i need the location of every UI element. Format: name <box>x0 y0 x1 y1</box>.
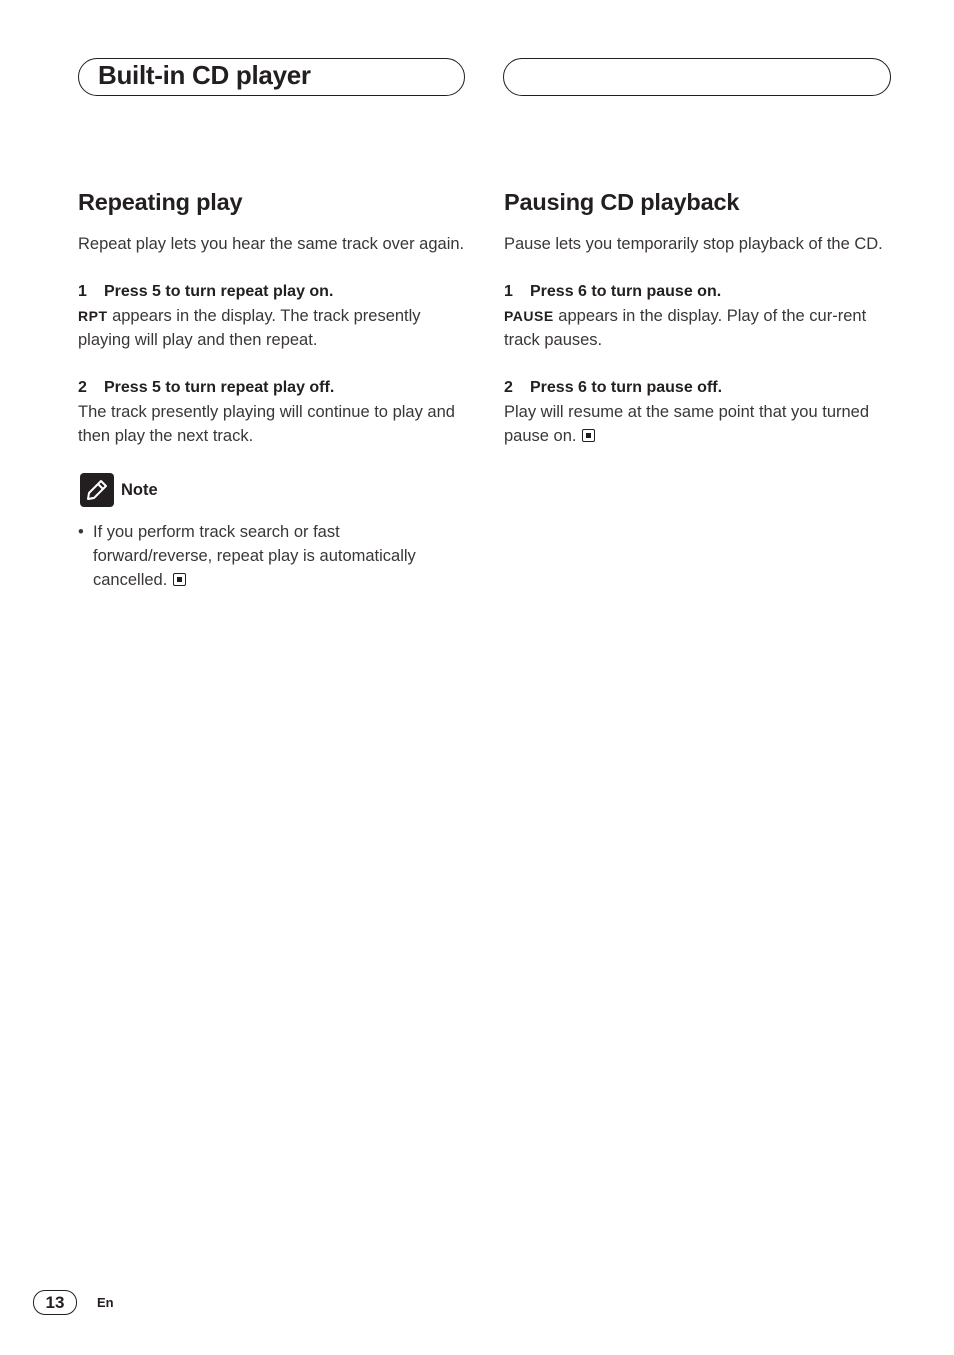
step-body-text: The track presently playing will continue to play and then play the next track. <box>78 403 455 445</box>
step-title: Press 6 to turn pause on. <box>530 283 722 300</box>
section-end-square-icon <box>582 429 595 442</box>
note-block <box>78 472 470 592</box>
section-end-square-icon <box>173 573 186 586</box>
section-header-box <box>78 58 465 96</box>
step-1 <box>78 280 470 352</box>
step-body-text: Play will resume at the same point that you turned pause on. <box>504 403 870 445</box>
list-item <box>78 520 470 592</box>
display-indicator: RPT <box>78 308 108 324</box>
step-2 <box>504 376 896 448</box>
step-number: 2 <box>78 379 87 396</box>
bullet-symbol: • <box>78 523 84 541</box>
step-1 <box>504 280 896 352</box>
step-2 <box>78 376 470 448</box>
note-label: Note <box>121 480 158 499</box>
section-header-box-empty <box>503 58 891 96</box>
intro-text: Repeat play lets you hear the same track over again. <box>78 235 465 253</box>
step-title: Press 6 to turn pause off. <box>530 379 723 396</box>
pencil-on-paper-icon <box>80 473 114 507</box>
step-title: Press 5 to turn repeat play off. <box>104 379 335 396</box>
step-title: Press 5 to turn repeat play on. <box>104 283 334 300</box>
step-body-text: appears in the display. Play of the cur-rent track pauses. <box>504 307 867 349</box>
section-title: Built-in CD player <box>98 60 311 90</box>
left-column <box>78 186 470 592</box>
step-number: 1 <box>504 283 513 300</box>
display-indicator: PAUSE <box>504 308 554 324</box>
page-footer <box>33 1290 114 1315</box>
page-number: 13 <box>33 1290 77 1315</box>
note-text: If you perform track search or fast forward/reverse, repeat play is automatically cancelled. <box>93 523 416 589</box>
language-code: En <box>97 1295 114 1310</box>
heading-repeating-play: Repeating play <box>78 189 243 215</box>
step-body-text: appears in the display. The track presently playing will play and then repeat. <box>78 307 421 349</box>
step-number: 1 <box>78 283 87 300</box>
intro-text: Pause lets you temporarily stop playback of the CD. <box>504 235 883 253</box>
heading-pausing-cd-playback: Pausing CD playback <box>504 189 740 215</box>
step-number: 2 <box>504 379 513 396</box>
right-column <box>504 186 896 472</box>
